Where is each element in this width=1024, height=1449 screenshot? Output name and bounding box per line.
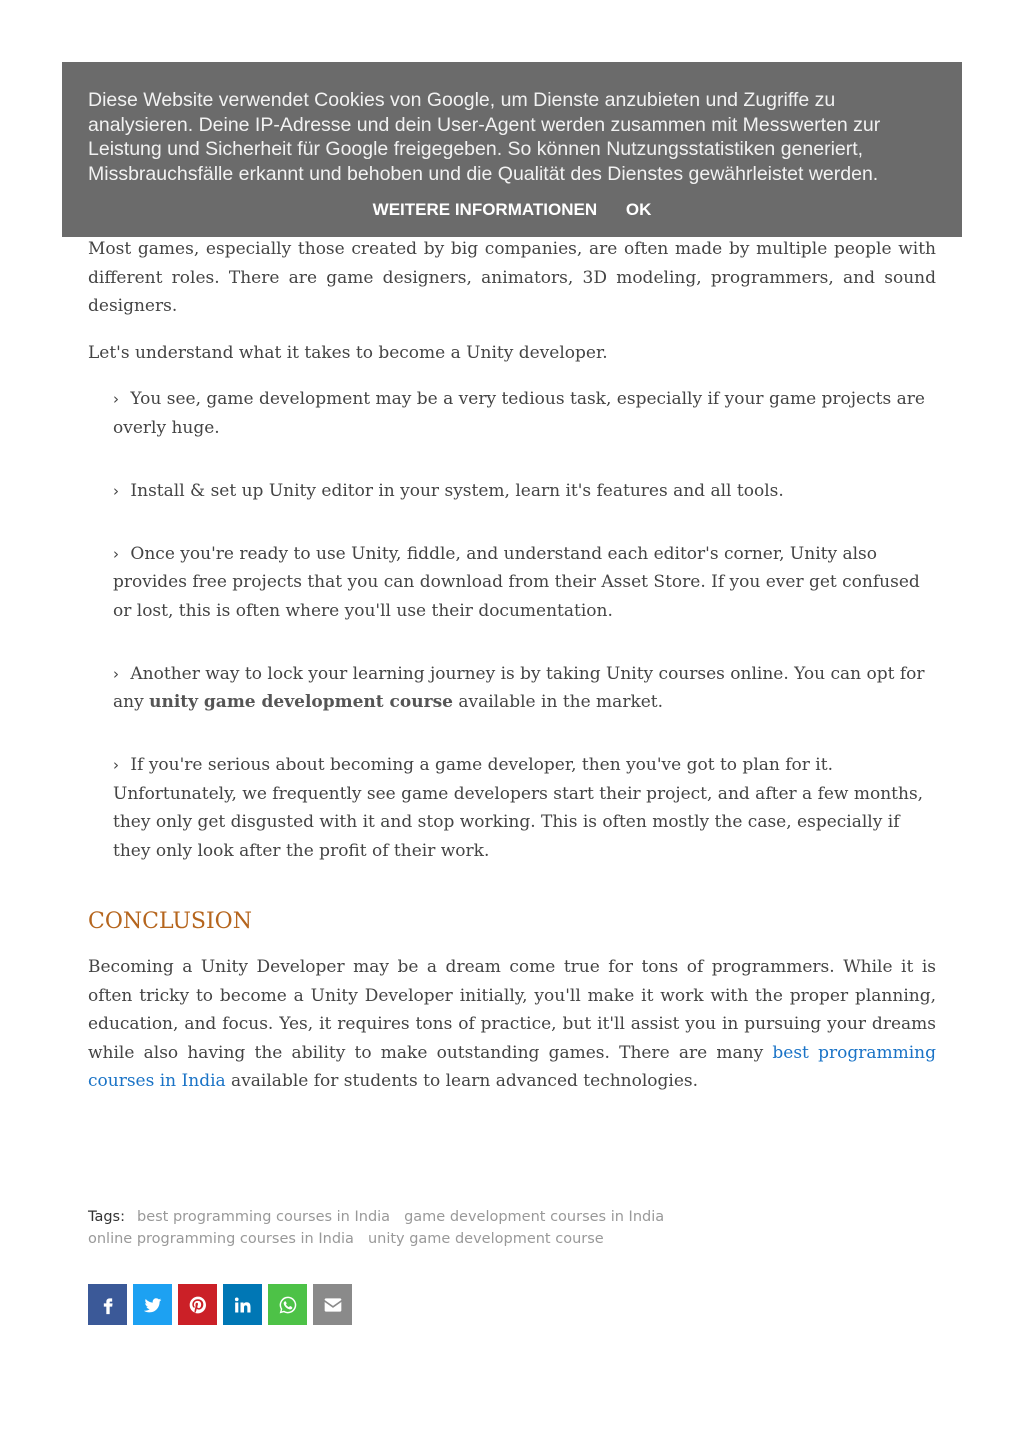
conclusion-text-end: available for students to learn advanced technologies. [225, 1071, 699, 1091]
list-item [113, 477, 936, 506]
facebook-icon [98, 1295, 118, 1315]
facebook-share-button[interactable] [88, 1284, 127, 1325]
ok-button[interactable]: OK [625, 200, 652, 219]
chevron-right-icon: › [113, 756, 119, 774]
tags-section [88, 1206, 788, 1250]
conclusion-text: Becoming a Unity Developer may be a dream come true for tons of programmers. While it is often tricky to become a Unity Developer initially, you'll make it work with the proper planning, education, and focus. Yes, it requires tons of practice, but it'll assist you in pursuing your dreams while also having the ability to make outstanding games. There are many [88, 957, 936, 1063]
email-share-button[interactable] [313, 1284, 352, 1325]
cookie-actions [88, 200, 936, 220]
tags-label: Tags: [88, 1209, 125, 1225]
list-item-text: Once you're ready to use Unity, fiddle, and understand each editor's corner, Unity also provides free projects that you can download from their Asset Store. If you ever get confused or lost, this is often where you'll use their documentation. [113, 543, 920, 621]
conclusion-heading: CONCLUSION [88, 909, 252, 934]
pinterest-icon [188, 1295, 208, 1315]
list-item-text: If you're serious about becoming a game developer, then you've got to plan for it. Unfortunately, we frequently see game developers start their project, and after a few months, they only get disgusted with it and stop working. This is often mostly the case, especially if they only look after the profit of their work. [113, 755, 924, 861]
lead-paragraph: Let's understand what it takes to become a Unity developer. [88, 342, 608, 363]
chevron-right-icon: › [113, 544, 119, 563]
list-item-text: Another way to lock your learning journey is by taking Unity courses online. You can opt for any [113, 663, 925, 712]
list-item-text-end: available in the market. [452, 692, 664, 712]
chevron-right-icon: › [113, 390, 119, 408]
article-content [88, 235, 936, 1096]
more-info-button[interactable]: WEITERE INFORMATIONEN [372, 200, 598, 219]
list-item [113, 751, 936, 865]
share-buttons [88, 1284, 352, 1325]
list-item-text: You see, game development may be a very tedious task, especially if your game projects are overly huge. [113, 389, 925, 438]
intro-paragraph: Most games, especially those created by big companies, are often made by multiple people with different roles. There are game designers, animators, 3D modeling, programmers, and sound designers. [88, 239, 936, 316]
steps-list [88, 385, 936, 865]
pinterest-share-button[interactable] [178, 1284, 217, 1325]
tag-link[interactable]: online programming courses in India [88, 1231, 354, 1247]
twitter-share-button[interactable] [133, 1284, 172, 1325]
tag-link[interactable]: game development courses in India [404, 1209, 665, 1225]
conclusion-paragraph [88, 953, 936, 1096]
linkedin-share-button[interactable] [223, 1284, 262, 1325]
programming-courses-link[interactable]: best programming courses in India [88, 1042, 936, 1091]
email-icon [323, 1295, 343, 1315]
twitter-icon [143, 1295, 163, 1315]
tag-link[interactable]: best programming courses in India [137, 1209, 391, 1225]
list-item [113, 540, 936, 626]
chevron-right-icon: › [113, 481, 119, 500]
whatsapp-share-button[interactable] [268, 1284, 307, 1325]
chevron-right-icon: › [113, 664, 119, 683]
list-item-text: Install & set up Unity editor in your system, learn it's features and all tools. [130, 480, 784, 501]
cookie-banner [62, 62, 962, 237]
list-item [113, 385, 936, 442]
tag-link[interactable]: unity game development course [367, 1231, 604, 1247]
course-keyword: unity game development course [149, 692, 453, 712]
cookie-notice-text: Diese Website verwendet Cookies von Google, um Dienste anzubieten und Zugriffe zu analysieren. Deine IP-Adresse und dein User-Agent werden zusammen mit Messwerten zur Leistung und Sicherheit für Google freigegeben. So können Nutzungsstatistiken generiert, Missbrauchsfälle erkannt und behoben und die Qualität des Dienstes gewährleistet werden. [88, 89, 881, 185]
linkedin-icon [233, 1295, 253, 1315]
whatsapp-icon [278, 1295, 298, 1315]
list-item [113, 660, 936, 717]
